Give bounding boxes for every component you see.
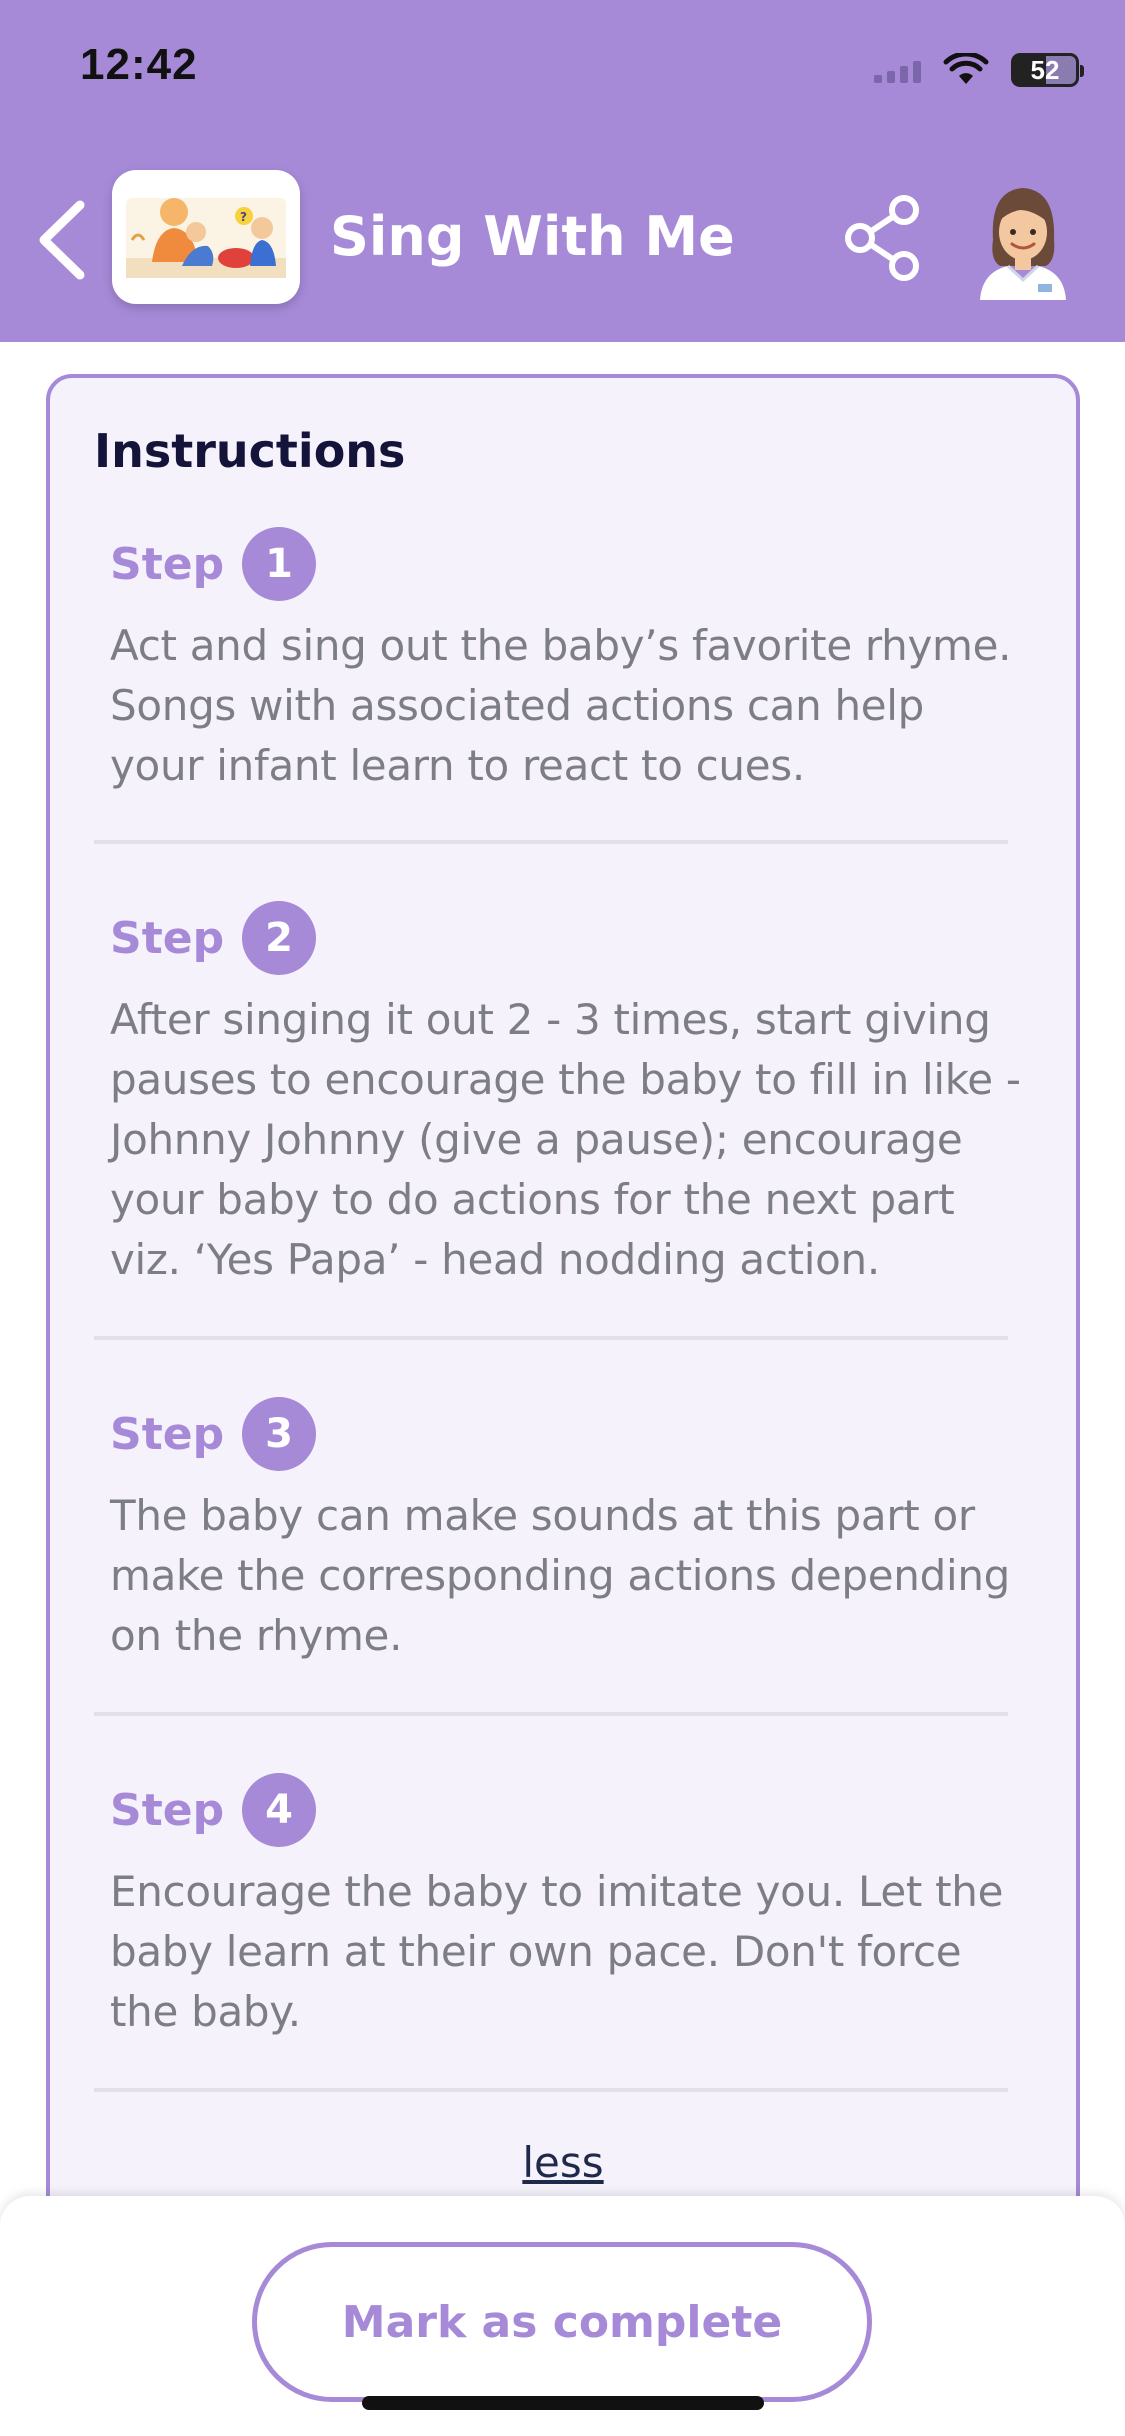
step-text: The baby can make sounds at this part or make the corresponding actions depending on the rhyme.	[110, 1491, 1011, 1660]
step-4	[110, 1772, 1030, 2042]
step-label: Step	[110, 538, 225, 590]
share-button[interactable]	[840, 190, 930, 286]
step-header	[110, 900, 1030, 976]
step-label: Step	[110, 912, 225, 964]
step-number-badge: 2	[242, 901, 316, 975]
step-header	[110, 526, 1030, 602]
singing-family-illustration	[112, 170, 300, 304]
home-indicator	[362, 2396, 764, 2410]
step-label: Step	[110, 1408, 225, 1460]
step-divider	[94, 1712, 1008, 1716]
page-title: Sing With Me	[330, 205, 735, 268]
step-number-badge: 4	[242, 1773, 316, 1847]
step-divider	[94, 1336, 1008, 1340]
step-text: Act and sing out the baby’s favorite rhyme. Songs with associated actions can help your infant learn to react to cues.	[110, 621, 1012, 790]
battery-level: 52	[1030, 55, 1060, 85]
battery-icon	[1011, 53, 1079, 87]
step-label: Step	[110, 1784, 225, 1836]
step-text: Encourage the baby to imitate you. Let the baby learn at their own pace. Don't force the baby.	[110, 1867, 1004, 2036]
step-3	[110, 1396, 1030, 1666]
instructions-card	[46, 374, 1080, 2436]
activity-thumbnail	[112, 170, 300, 304]
signal-icon	[874, 57, 921, 83]
back-button[interactable]	[30, 195, 100, 285]
mark-complete-button[interactable]: Mark as complete	[252, 2242, 872, 2402]
step-divider	[94, 2088, 1008, 2092]
step-text: After singing it out 2 - 3 times, start giving pauses to encourage the baby to fill in like - Johnny Johnny (give a pause); encourage your baby to do actions for the next part viz. ‘Yes Papa’ - head nodding action.	[110, 995, 1021, 1284]
wifi-icon	[943, 53, 989, 87]
step-1	[110, 526, 1030, 796]
step-2	[110, 900, 1030, 1290]
instructions-title: Instructions	[94, 424, 406, 478]
step-header	[110, 1396, 1030, 1472]
status-icons	[874, 48, 1079, 92]
svg-text:?: ?	[240, 210, 247, 224]
step-header	[110, 1772, 1030, 1848]
step-number-badge: 3	[242, 1397, 316, 1471]
doctor-avatar-icon[interactable]	[968, 180, 1078, 300]
chevron-left-icon	[44, 205, 80, 275]
show-less-link[interactable]: less	[522, 2138, 604, 2187]
step-divider	[94, 840, 1008, 844]
share-icon	[848, 198, 916, 278]
step-number-badge: 1	[242, 527, 316, 601]
status-time: 12:42	[80, 40, 198, 89]
header	[0, 0, 1125, 342]
